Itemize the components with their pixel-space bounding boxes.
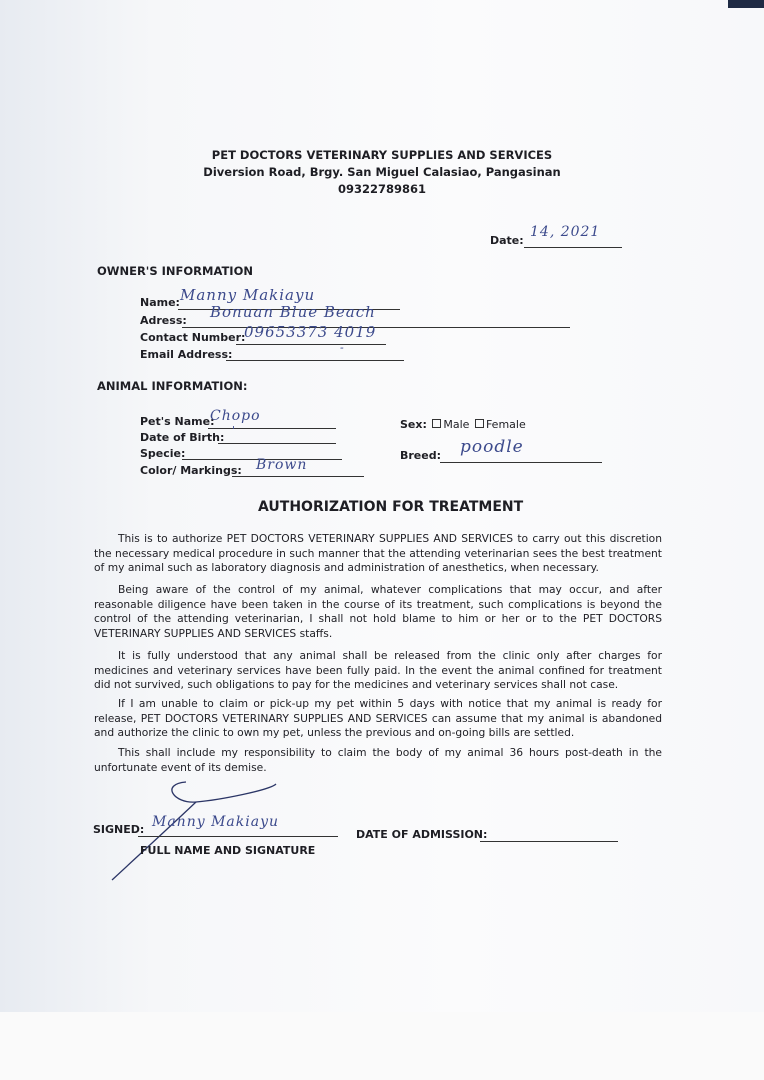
owner-section-title: OWNER'S INFORMATION [97,264,253,278]
scan-corner-mark [728,0,764,8]
company-phone: 09322789861 [337,182,427,196]
owner-email-line [226,360,404,361]
authorization-paragraph-4: If I am unable to claim or pick-up my pet within 5 days with notice that my animal is ready for release, PET DOCTORS VETERINARY SUPPLIES AND SERVICES can assume that my animal is abandoned and authorize the clinic to own my pet, unless the previous and on-going bills are settled. [94,697,662,739]
dob-value[interactable]: ' [232,424,237,437]
pet-name-line [208,428,336,429]
admission-line [480,841,618,842]
female-label: Female [485,418,526,431]
animal-section-title: ANIMAL INFORMATION: [97,379,248,393]
male-checkbox[interactable] [432,419,441,428]
color-line [232,476,364,477]
breed-value[interactable]: poodle [460,437,524,457]
date-line [524,247,622,248]
signature-line [138,836,338,837]
male-label: Male [443,418,470,431]
date-value[interactable]: 14, 2021 [530,224,601,240]
owner-contact-value[interactable]: 09653373 4019 [244,323,377,341]
sex-label: Sex: [400,418,427,431]
authorization-paragraph-5: This shall include my responsibility to claim the body of my animal 36 hours post-death in the unfortunate event of its demise. [94,746,662,774]
full-name-label: FULL NAME AND SIGNATURE [140,844,316,857]
pet-name-value[interactable]: Chopo [210,408,261,424]
dob-label: Date of Birth: [140,431,225,444]
company-name: PET DOCTORS VETERINARY SUPPLIES AND SERVICES [211,148,553,162]
admission-label: DATE OF ADMISSION: [356,828,488,841]
owner-name-label: Name: [140,296,180,309]
authorization-paragraph-2: Being aware of the control of my animal, whatever complications that may occur, and after reasonable diligence have been taken in the course of its treatment, such complications is beyond the control of the attending veterinarian, I shall not hold blame to him or her or to the PET DOCTORS VETERINARY SUPPLIES AND SERVICES staffs. [94,583,662,640]
owner-contact-label: Contact Number: [140,331,246,344]
breed-line [440,462,602,463]
authorization-paragraph-1: This is to authorize PET DOCTORS VETERINARY SUPPLIES AND SERVICES to carry out this discretion the necessary medical procedure in such manner that the attending veterinarian sees the best treatment of my animal such as laboratory diagnosis and administration of anesthetics, when necessary. [94,532,662,574]
color-value[interactable]: Brown [256,457,308,473]
pet-name-label: Pet's Name: [140,415,215,428]
dob-line [218,443,336,444]
owner-email-label: Email Address: [140,348,233,361]
owner-name-value[interactable]: Manny Makiayu [180,286,316,304]
female-checkbox[interactable] [475,419,484,428]
owner-email-value[interactable]: - [340,341,345,354]
color-label: Color/ Markings: [140,464,242,477]
owner-address-value[interactable]: Bonuan Blue Beach [210,303,376,321]
page-margin-bottom [0,1012,764,1080]
sex-field [400,418,526,431]
signed-value[interactable]: Manny Makiayu [152,814,279,830]
authorization-title: AUTHORIZATION FOR TREATMENT [258,499,524,515]
date-label: Date: [490,234,524,247]
owner-contact-line [236,344,386,345]
authorization-paragraph-3: It is fully understood that any animal shall be released from the clinic only after charges for medicines and veterinary services have been fully paid. In the event the animal confined for treatment did not survived, such obligations to pay for the medicines and veterinary services shall not case. [94,649,662,691]
breed-label: Breed: [400,449,442,462]
signed-label: SIGNED: [93,823,145,836]
owner-address-label: Adress: [140,314,187,327]
species-label: Specie: [140,447,186,460]
company-address: Diversion Road, Brgy. San Miguel Calasiao, Pangasinan [203,165,561,179]
